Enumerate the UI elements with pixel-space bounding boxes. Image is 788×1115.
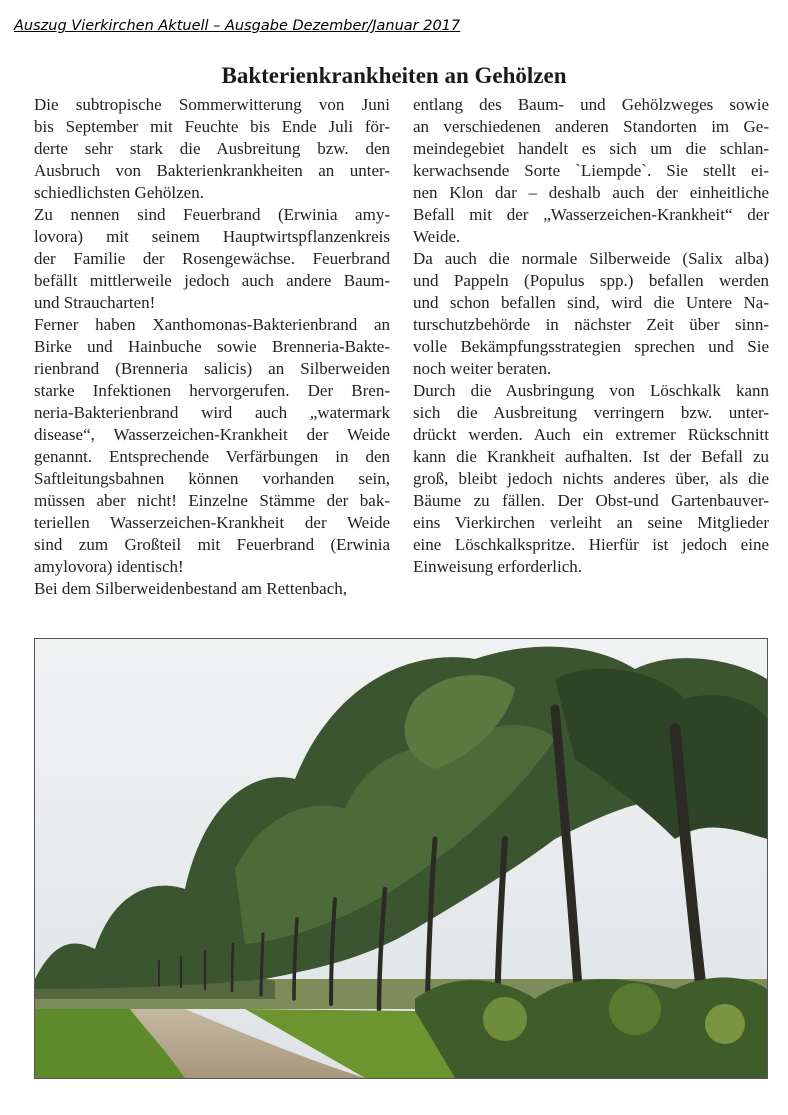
article-photo <box>34 638 768 1079</box>
article-line: Bäume zu fällen. Der Obst-und Gartenbauver- <box>413 491 769 510</box>
article-line: schiedlichsten Gehölzen. <box>34 183 204 202</box>
article-line: befällt mittlerweile jedoch auch andere Baum- <box>34 271 390 290</box>
newsletter-header: Auszug Vierkirchen Aktuell – Ausgabe Dezember/Januar 2017 <box>14 18 461 34</box>
article-line: Zu nennen sind Feuerbrand (Erwinia amy- <box>34 205 390 224</box>
article-line: disease“, Wasserzeichen-Krankheit der Weide <box>34 425 390 444</box>
tree-avenue-illustration <box>35 639 767 1078</box>
article-line: sich die Ausbreitung verringern bzw. unter- <box>413 403 769 422</box>
article-line: kann die Krankheit aufhalten. Ist der Befall zu <box>413 447 769 466</box>
article-line: groß, bleibt jedoch nichts anderes über, als die <box>413 469 769 488</box>
article-line: lovora) mit seinem Hauptwirtspflanzenkreis <box>34 227 390 246</box>
article-line: teriellen Wasserzeichen-Krankheit der Weide <box>34 513 390 532</box>
article-line: drückt werden. Auch ein extremer Rückschnitt <box>413 425 769 444</box>
article-line: derte sehr stark die Ausbreitung bzw. den <box>34 139 390 158</box>
article-line: Durch die Ausbringung von Löschkalk kann <box>413 381 769 400</box>
article-line: Weide. <box>413 227 461 246</box>
article-line: entlang des Baum- und Gehölzweges sowie <box>413 95 769 114</box>
article-line: Ausbruch von Bakterienkrankheiten an unter- <box>34 161 390 180</box>
article-line: Birke und Hainbuche sowie Brenneria-Bakte- <box>34 337 390 356</box>
article-line: Befall mit der „Wasserzeichen-Krankheit“ der <box>413 205 769 224</box>
article-line: und Straucharten! <box>34 293 156 312</box>
article-line: Einweisung erforderlich. <box>413 557 582 576</box>
article-line: amylovora) identisch! <box>34 557 184 576</box>
article-line: turschutzbehörde in nächster Zeit über sinn- <box>413 315 769 334</box>
article-title: Bakterienkrankheiten an Gehölzen <box>221 63 567 88</box>
article-line: sind zum Großteil mit Feuerbrand (Erwinia <box>34 535 390 554</box>
article-line: meindegebiet handelt es sich um die schlan- <box>413 139 769 158</box>
article-line: bis September mit Feuchte bis Ende Juli för- <box>34 117 390 136</box>
article-line: Bei dem Silberweidenbestand am Rettenbach, <box>34 579 347 598</box>
article-left-column <box>34 94 390 600</box>
article-line: starke Infektionen hervorgerufen. Der Bren- <box>34 381 390 400</box>
article-line: volle Bekämpfungsstrategien sprechen und Sie <box>413 337 769 356</box>
article-line: Da auch die normale Silberweide (Salix alba) <box>413 249 769 268</box>
article-line: Die subtropische Sommerwitterung von Juni <box>34 95 390 114</box>
article-line: eins Vierkirchen verleiht an seine Mitglieder <box>413 513 769 532</box>
article-line: müssen aber nicht! Einzelne Stämme der bak- <box>34 491 390 510</box>
article-line: noch weiter beraten. <box>413 359 552 378</box>
article-line: rienbrand (Brenneria salicis) an Silberweiden <box>34 359 390 378</box>
article-line: und schon befallen sind, wird die Untere Na- <box>413 293 769 312</box>
article-line: Saftleitungsbahnen können vorhanden sein, <box>34 469 390 488</box>
article-line: eine Löschkalkspritze. Hierfür ist jedoch eine <box>413 535 769 554</box>
article-line: und Pappeln (Populus spp.) befallen werden <box>413 271 769 290</box>
article-line: der Familie der Rosengewächse. Feuerbrand <box>34 249 390 268</box>
article-right-column <box>413 94 769 578</box>
article-line: neria-Bakterienbrand wird auch „watermark <box>34 403 390 422</box>
article-line: an verschiedenen anderen Standorten im Ge- <box>413 117 769 136</box>
article-line: genannt. Entsprechende Verfärbungen in den <box>34 447 390 466</box>
article-line: kerwachsende Sorte `Liempde`. Sie stellt ei- <box>413 161 769 180</box>
article-line: Ferner haben Xanthomonas-Bakterienbrand an <box>34 315 390 334</box>
article-line: nen Klon dar – deshalb auch der einheitliche <box>413 183 769 202</box>
